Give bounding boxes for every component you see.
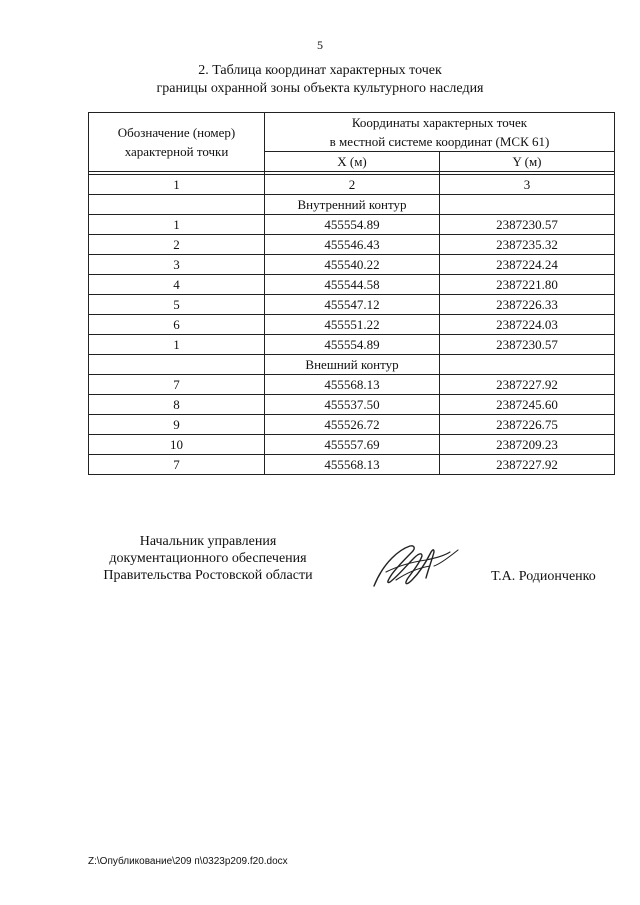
table-title: [0, 62, 640, 98]
cell-point: 6: [89, 315, 265, 335]
cell-point: 5: [89, 295, 265, 315]
cell-y: 2387227.92: [440, 375, 615, 395]
cell-y: 2387226.75: [440, 415, 615, 435]
table-row: [89, 335, 615, 355]
section-row: [89, 195, 615, 215]
cell-y: 2387235.32: [440, 235, 615, 255]
table-row: [89, 435, 615, 455]
handwritten-signature: [368, 536, 468, 596]
file-path: Z:\Опубликование\209 п\0323p209.f20.docx: [88, 856, 288, 867]
table-row: [89, 375, 615, 395]
cell-x: 455537.50: [265, 395, 440, 415]
cell-x: 455540.22: [265, 255, 440, 275]
table-row: [89, 275, 615, 295]
cell-point: 10: [89, 435, 265, 455]
table-title-line-2: границы охранной зоны объекта культурного наследия: [156, 81, 484, 96]
table-row: [89, 215, 615, 235]
section-row: [89, 355, 615, 375]
cell-y: 2387224.24: [440, 255, 615, 275]
cell-point: 7: [89, 455, 265, 475]
cell-x: 455568.13: [265, 375, 440, 395]
table-row: [89, 255, 615, 275]
cell-point: 7: [89, 375, 265, 395]
section-title: Внешний контур: [265, 355, 440, 375]
cell-point: 4: [89, 275, 265, 295]
cell-y: 2387209.23: [440, 435, 615, 455]
cell-x: 455557.69: [265, 435, 440, 455]
section-title: Внутренний контур: [265, 195, 440, 215]
cell-point: 1: [89, 215, 265, 235]
cell-x: 455546.43: [265, 235, 440, 255]
cell-y: 2387224.03: [440, 315, 615, 335]
cell-point: 2: [89, 235, 265, 255]
table-row: [89, 455, 615, 475]
cell-point: 3: [89, 255, 265, 275]
cell-x: 455568.13: [265, 455, 440, 475]
signatory-name: Т.А. Родионченко: [491, 569, 596, 584]
cell-x: 455554.89: [265, 215, 440, 235]
numbering-row: 1 2 3: [89, 175, 615, 195]
header-coordinates: Координаты характерных точек в местной системе координат (МСК 61): [265, 113, 615, 152]
coordinates-table: [88, 112, 615, 475]
table-row: [89, 315, 615, 335]
header-y: Y (м): [440, 152, 615, 172]
page-number: 5: [317, 38, 323, 52]
cell-point: 8: [89, 395, 265, 415]
header-point-designation: Обозначение (номер) характерной точки: [89, 113, 265, 172]
cell-y: 2387226.33: [440, 295, 615, 315]
table-row: [89, 295, 615, 315]
cell-y: 2387230.57: [440, 335, 615, 355]
cell-x: 455526.72: [265, 415, 440, 435]
cell-y: 2387227.92: [440, 455, 615, 475]
cell-x: 455544.58: [265, 275, 440, 295]
cell-y: 2387230.57: [440, 215, 615, 235]
cell-x: 455547.12: [265, 295, 440, 315]
table-row: [89, 235, 615, 255]
cell-point: 9: [89, 415, 265, 435]
cell-point: 1: [89, 335, 265, 355]
signatory-position: Начальник управления документационного обеспечения Правительства Ростовской области: [103, 534, 313, 583]
table-row: [89, 395, 615, 415]
cell-y: 2387221.80: [440, 275, 615, 295]
cell-x: 455554.89: [265, 335, 440, 355]
cell-x: 455551.22: [265, 315, 440, 335]
header-x: X (м): [265, 152, 440, 172]
table-title-line-1: 2. Таблица координат характерных точек: [198, 63, 442, 78]
cell-y: 2387245.60: [440, 395, 615, 415]
table-row: [89, 415, 615, 435]
